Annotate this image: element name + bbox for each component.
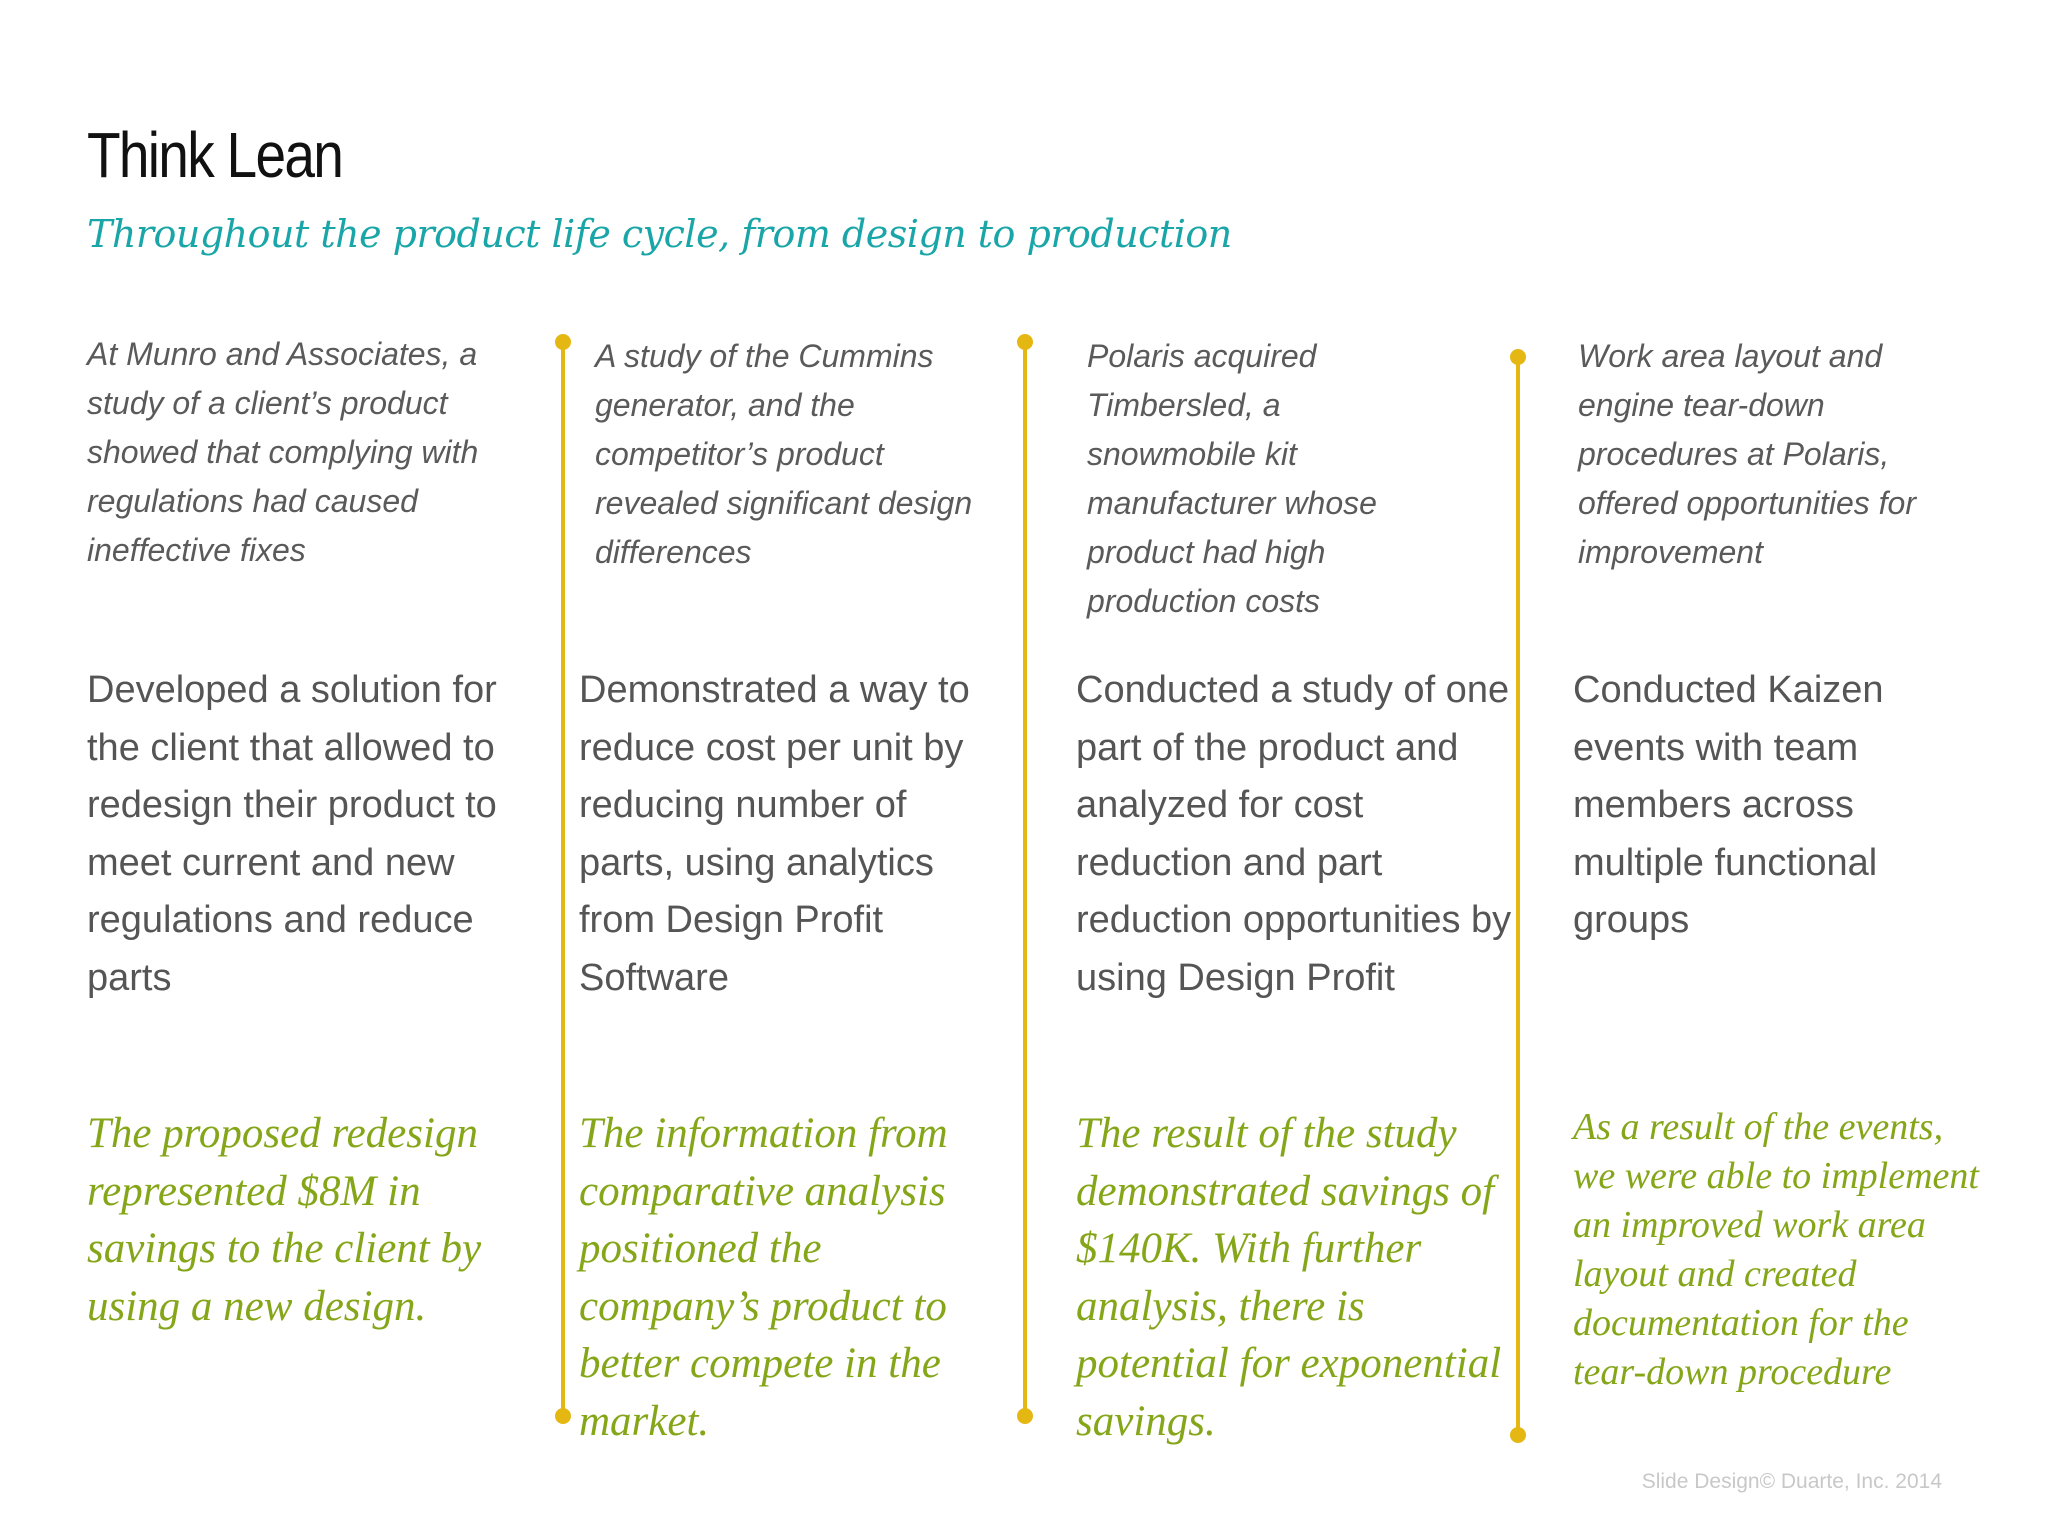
column-3-intro: Polaris acquired Timbersled, a snowmobile kit manufacturer whose product had high production costs [1087, 338, 1377, 619]
slide-subtitle: Throughout the product life cycle, from design to production [87, 212, 1232, 256]
column-1-result: The proposed redesign represented $8M in savings to the client by using a new design. [87, 1110, 482, 1330]
timeline-divider-1 [561, 342, 565, 1416]
column-4-action: Conducted Kaizen events with team members across multiple functional groups [1573, 669, 1884, 941]
column-2-action: Demonstrated a way to reduce cost per unit by reducing number of parts, using analytics from Design Profit Software [579, 669, 970, 999]
column-2-result: The information from comparative analysis positioned the company’s product to better compete in the market. [579, 1110, 948, 1445]
timeline-divider-3 [1516, 357, 1520, 1435]
column-3-result: The result of the study demonstrated savings of $140K. With further analysis, there is potential for exponential savings. [1076, 1110, 1502, 1445]
timeline-dot-top-2 [1017, 334, 1033, 350]
column-4-intro: Work area layout and engine tear-down procedures at Polaris, offered opportunities for improvement [1578, 338, 1916, 570]
timeline-dot-bottom-1 [555, 1408, 571, 1424]
timeline-dot-bottom-2 [1017, 1408, 1033, 1424]
timeline-divider-2 [1023, 342, 1027, 1416]
column-4-result: As a result of the events, we were able to implement an improved work area layout and created documentation for the tear-down procedure [1573, 1106, 1979, 1393]
column-3-action: Conducted a study of one part of the product and analyzed for cost reduction and part reduction opportunities by using Design Profit [1076, 669, 1512, 999]
timeline-dot-top-1 [555, 334, 571, 350]
column-1-action: Developed a solution for the client that allowed to redesign their product to meet current and new regulations and reduce parts [87, 669, 497, 999]
timeline-dot-top-3 [1510, 349, 1526, 365]
column-1-intro: At Munro and Associates, a study of a client’s product showed that complying with regulations had caused ineffective fixes [87, 336, 479, 568]
timeline-dot-bottom-3 [1510, 1427, 1526, 1443]
slide-credit: Slide Design© Duarte, Inc. 2014 [1641, 1470, 1942, 1493]
column-2-intro: A study of the Cummins generator, and the competitor’s product revealed significant design differences [595, 338, 973, 570]
slide-title: Think Lean [87, 119, 343, 191]
